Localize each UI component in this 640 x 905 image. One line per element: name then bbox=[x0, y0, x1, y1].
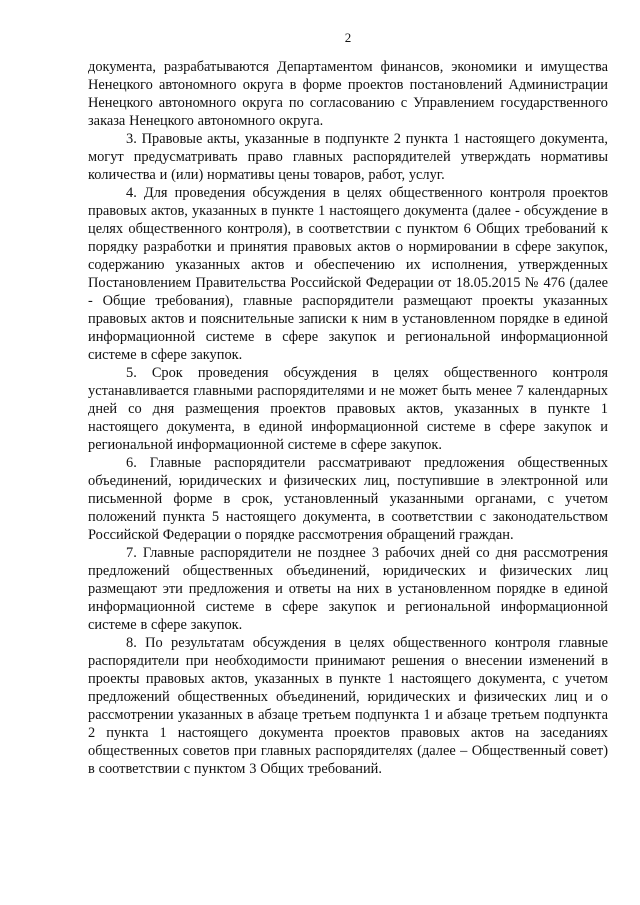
paragraph-item-4: 4. Для проведения обсуждения в целях общественного контроля проектов правовых актов, указанных в пункте 1 настоящего документа (далее - обсуждение в целях общественного контроля), в соответствии с пунктом 6 Общих требований к порядку разработки и принятия правовых актов о нормировании в сфере закупок, содержанию указанных актов и обеспечению их исполнения, утвержденных Постановлением Правительства Российской Федерации от 18.05.2015 № 476 (далее - Общие требования), главные распорядители размещают проекты указанных правовых актов и пояснительные записки к ним в установленном порядке в единой информационной системе в сфере закупок и региональной информационной системе в сфере закупок. bbox=[88, 185, 608, 363]
paragraph-item-5: 5. Срок проведения обсуждения в целях общественного контроля устанавливается главными распорядителями и не может быть менее 7 календарных дней со дня размещения проектов правовых актов, указанных в пункте 1 настоящего документа, в единой информационной системе в сфере закупок и региональной информационной системе в сфере закупок. bbox=[88, 365, 608, 453]
page-number: 2 bbox=[344, 30, 352, 45]
paragraph-item-3: 3. Правовые акты, указанные в подпункте 2 пункта 1 настоящего документа, могут предусматривать право главных распорядителей утверждать нормативы количества и (или) нормативы цены товаров, работ, услуг. bbox=[88, 131, 608, 183]
paragraph-item-6: 6. Главные распорядители рассматривают предложения общественных объединений, юридических и физических лиц, поступившие в электронной или письменной форме в срок, установленный указанными органами, с учетом положений пункта 5 настоящего документа, в соответствии с законодательством Российской Федерации о порядке рассмотрения обращений граждан. bbox=[88, 455, 608, 543]
paragraph-item-7: 7. Главные распорядители не позднее 3 рабочих дней со дня рассмотрения предложений общественных объединений, юридических и физических лиц размещают эти предложения и ответы на них в установленном порядке в единой информационной системе в сфере закупок и региональной информационной системе в сфере закупок. bbox=[88, 545, 608, 633]
paragraph-item-8: 8. По результатам обсуждения в целях общественного контроля главные распорядители при необходимости принимают решения о внесении изменений в проекты правовых актов, указанных в пункте 1 настоящего документа, с учетом предложений общественных объединений, юридических и физических лиц и о рассмотрении указанных в абзаце третьем подпункта 1 и абзаце третьем подпункта 2 пункта 1 настоящего документа проектов правовых актов на заседаниях общественных советов при главных распорядителях (далее – Общественный совет) в соответствии с пунктом 3 Общих требований. bbox=[88, 635, 608, 777]
paragraph-continuation: документа, разрабатываются Департаментом финансов, экономики и имущества Ненецкого автономного округа в форме проектов постановлений Администрации Ненецкого автономного округа по согласованию с Управлением государственного заказа Ненецкого автономного округа. bbox=[88, 59, 608, 129]
